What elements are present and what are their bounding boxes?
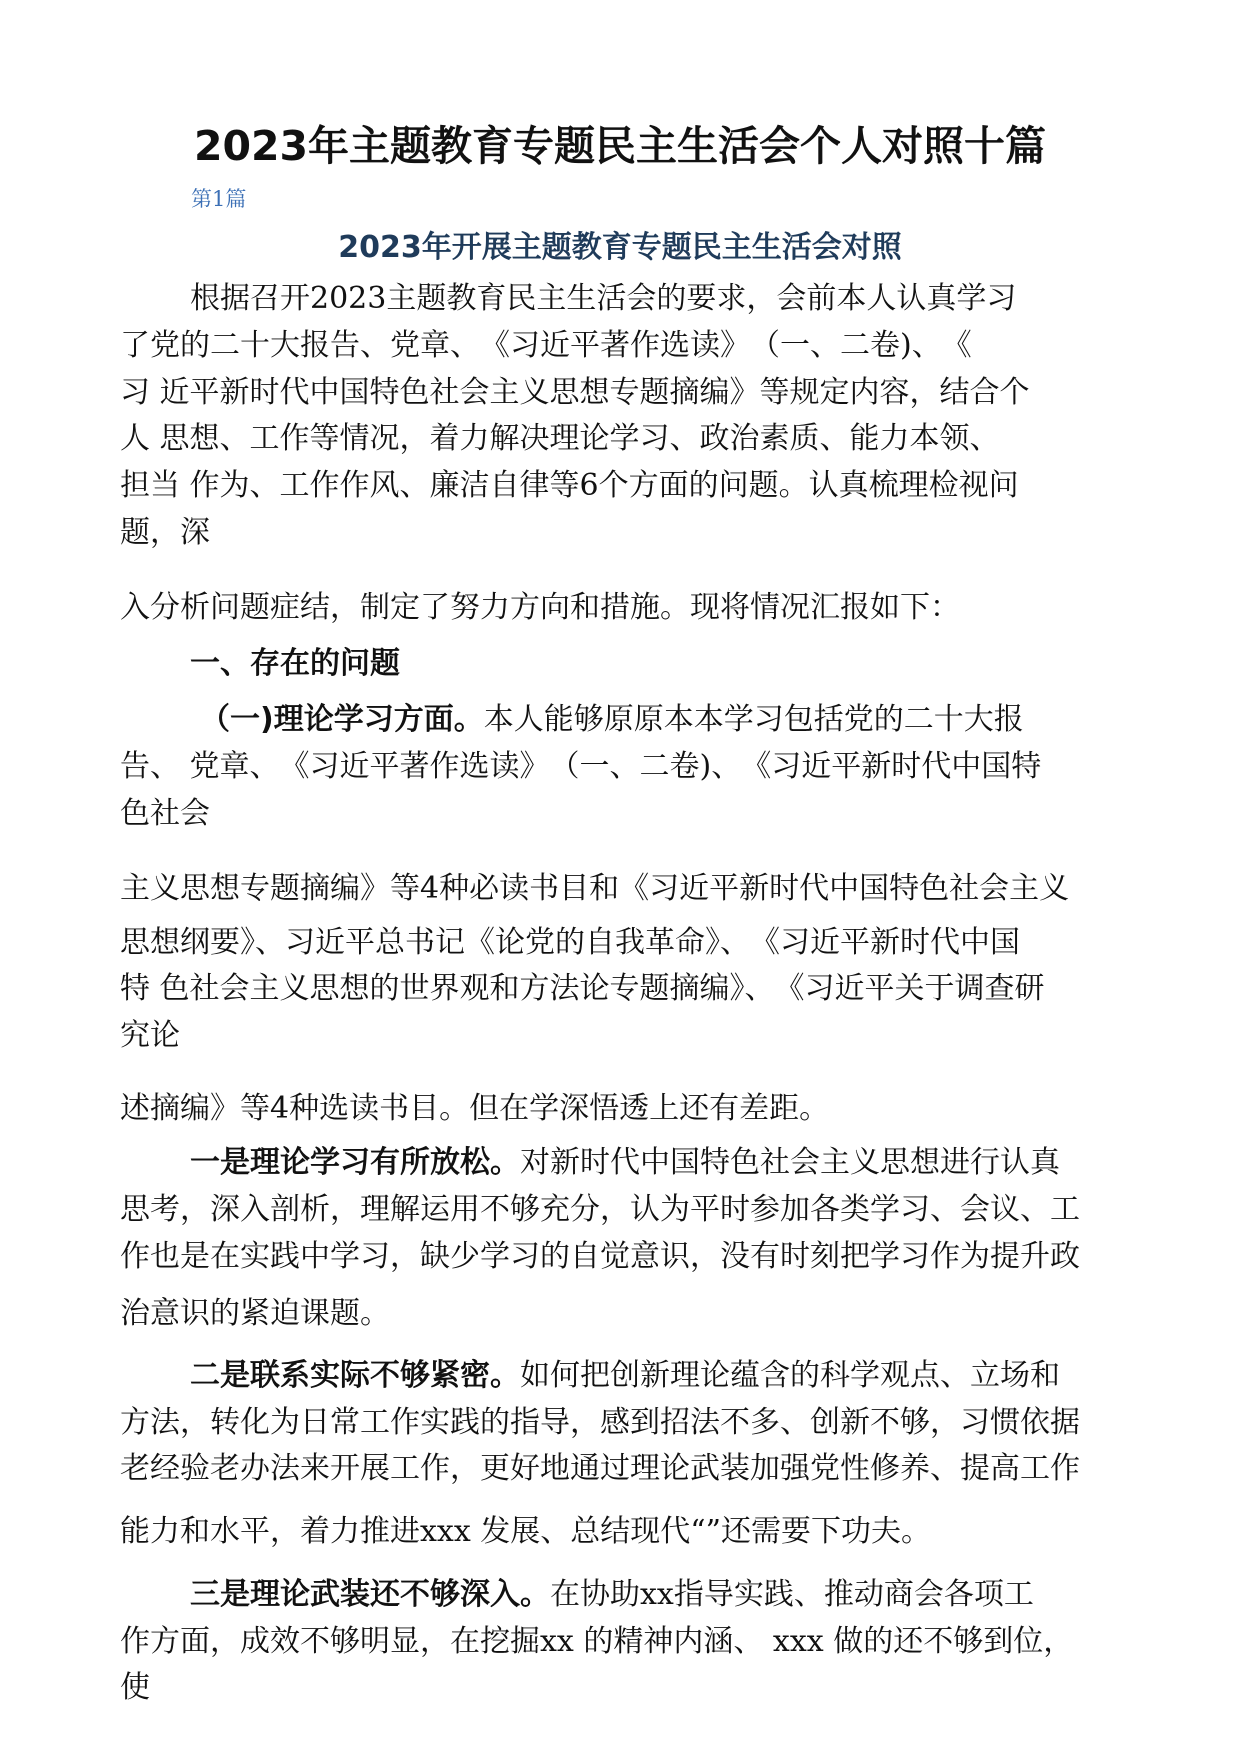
intro-line: 根据召开2023主题教育民主生活会的要求，会前本人认真学习 <box>190 281 1017 316</box>
document-title: 2023年主题教育专题民主生活会个人对照十篇 <box>193 122 1047 170</box>
subsection-line: 究论 <box>120 1018 180 1053</box>
subsection-line: 思想纲要》、习近平总书记《论党的自我革命》、 《习近平新时代中国 <box>120 925 1020 960</box>
article-subtitle: 2023年开展主题教育专题民主生活会对照 <box>338 230 902 265</box>
intro-line: 人 思想、工作等情况，着力解决理论学习、政治素质、能力本领、 <box>120 421 1000 456</box>
point-line: 作方面，成效不够明显，在挖掘xx 的精神内涵、 xxx 做的还不够到位， <box>120 1624 1074 1659</box>
subsection-line: 述摘编》等4种选读书目。但在学深悟透上还有差距。 <box>120 1091 830 1126</box>
subsection-line: 色社会 <box>120 796 210 831</box>
subsection-line: 特 色社会主义思想的世界观和方法论专题摘编》、 《习近平关于调查研 <box>120 971 1045 1006</box>
intro-line: 题，深 <box>120 515 210 550</box>
chapter-label: 第1篇 <box>191 187 247 211</box>
point-line: 使 <box>120 1670 150 1705</box>
subsection-first-line <box>200 702 1024 738</box>
subsection-lead: （一)理论学习方面。 <box>200 702 484 737</box>
point-first-line <box>190 1358 1060 1394</box>
point-line: 能力和水平，着力推进xxx 发展、总结现代“”还需要下功夫。 <box>120 1514 931 1549</box>
point-lead: 二是联系实际不够紧密。 <box>190 1358 520 1393</box>
subsection-text: 本人能够原原本本学习包括党的二十大报 <box>483 702 1024 737</box>
point-line: 思考，深入剖析，理解运用不够充分，认为平时参加各类学习、会议、工 <box>120 1192 1080 1227</box>
intro-line: 入分析问题症结，制定了努力方向和措施。现将情况汇报如下： <box>120 590 960 625</box>
point-text: 如何把创新理论蕴含的科学观点、立场和 <box>520 1358 1060 1393</box>
intro-line: 担当 作为、工作作风、廉洁自律等6个方面的问题。认真梳理检视问 <box>120 468 1019 503</box>
point-text: 对新时代中国特色社会主义思想进行认真 <box>520 1145 1060 1180</box>
section-heading: 一、存在的问题 <box>190 646 400 681</box>
subsection-line: 告、 党章、 《习近平著作选读》 （一、二卷)、 《习近平新时代中国特 <box>120 749 1042 784</box>
point-line: 治意识的紧迫课题。 <box>120 1296 390 1331</box>
point-line: 方法，转化为日常工作实践的指导，感到招法不多、创新不够，习惯依据 <box>120 1405 1080 1440</box>
point-first-line <box>190 1577 1034 1613</box>
intro-line: 习 近平新时代中国特色社会主义思想专题摘编》等规定内容，结合个 <box>120 375 1030 410</box>
point-lead: 三是理论武装还不够深入。 <box>190 1577 550 1612</box>
point-first-line <box>190 1145 1060 1181</box>
intro-line: 了党的二十大报告、党章、 《习近平著作选读》 （一、二卷)、 《 <box>120 328 972 363</box>
point-line: 作也是在实践中学习，缺少学习的自觉意识，没有时刻把学习作为提升政 <box>120 1239 1080 1274</box>
subsection-line: 主义思想专题摘编》等4种必读书目和《习近平新时代中国特色社会主义 <box>120 871 1070 906</box>
point-text: 在协助xx指导实践、推动商会各项工 <box>550 1577 1034 1612</box>
point-line: 老经验老办法来开展工作，更好地通过理论武装加强党性修养、提高工作 <box>120 1451 1080 1486</box>
point-lead: 一是理论学习有所放松。 <box>190 1145 520 1180</box>
